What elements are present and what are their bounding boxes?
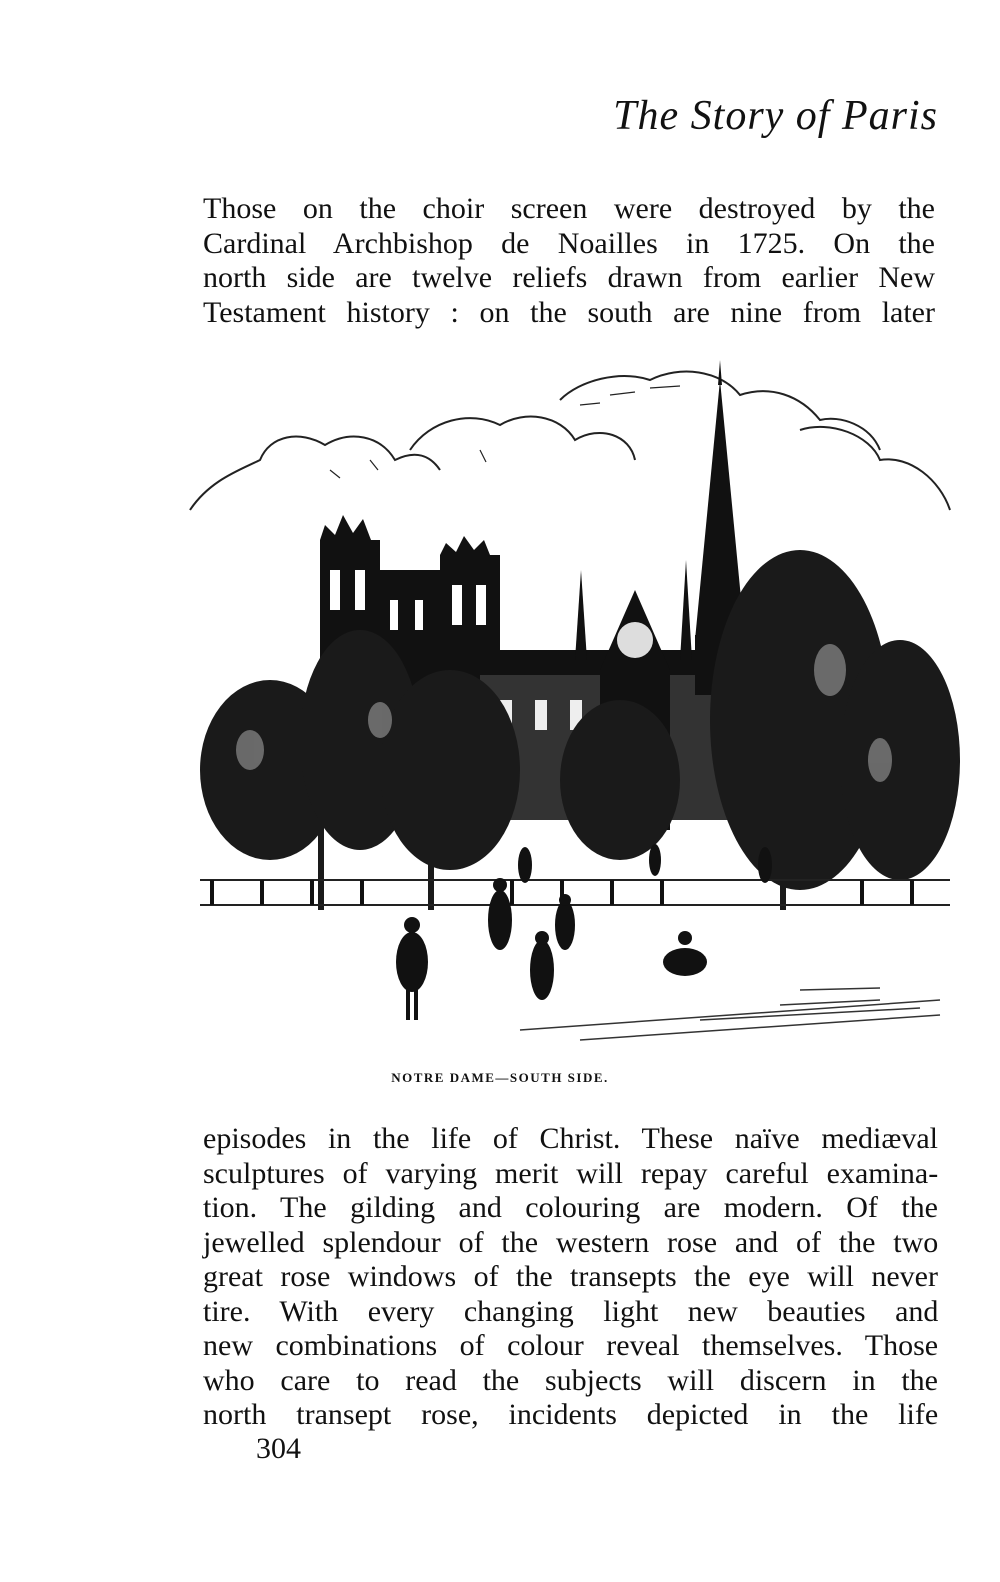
text-line: north transept rose, incidents depicted in the life: [203, 1398, 939, 1431]
text-line: Cardinal Archbishop de Noailles in 1725. On the: [203, 226, 935, 260]
text-line: jewelled splendour of the western rose and of the two: [203, 1225, 939, 1259]
text-line: great rose windows of the transepts the eye will never: [203, 1260, 938, 1293]
running-head: The Story of Paris: [613, 93, 938, 139]
clouds-sketch: [190, 372, 950, 510]
text-line: north side are twelve reliefs drawn from earlier New: [203, 261, 935, 294]
text-line: new combinations of colour reveal themselves. Those: [203, 1329, 939, 1362]
pavement-hatching: [520, 988, 940, 1040]
text-line: Those on the choir screen were destroyed by the: [203, 192, 935, 225]
paragraph-bottom: [203, 1122, 938, 1433]
figure-caption: NOTRE DAME—SOUTH SIDE.: [391, 1070, 609, 1085]
paragraph-top: [203, 192, 935, 330]
text-line: Testament history : on the south are nine from later: [203, 295, 935, 329]
text-line: tion. The gilding and colouring are modern. Of the: [203, 1191, 938, 1224]
text-line: sculptures of varying merit will repay careful examina-: [203, 1156, 939, 1190]
text-line: episodes in the life of Christ. These naïve mediæval: [203, 1122, 938, 1155]
text-line: tire. With every changing light new beauties and: [203, 1294, 939, 1328]
page-number: 304: [256, 1432, 301, 1465]
pedestrians: [396, 844, 772, 1020]
text-line: who care to read the subjects will discern in the: [203, 1363, 938, 1397]
notre-dame-illustration: [180, 340, 960, 1070]
